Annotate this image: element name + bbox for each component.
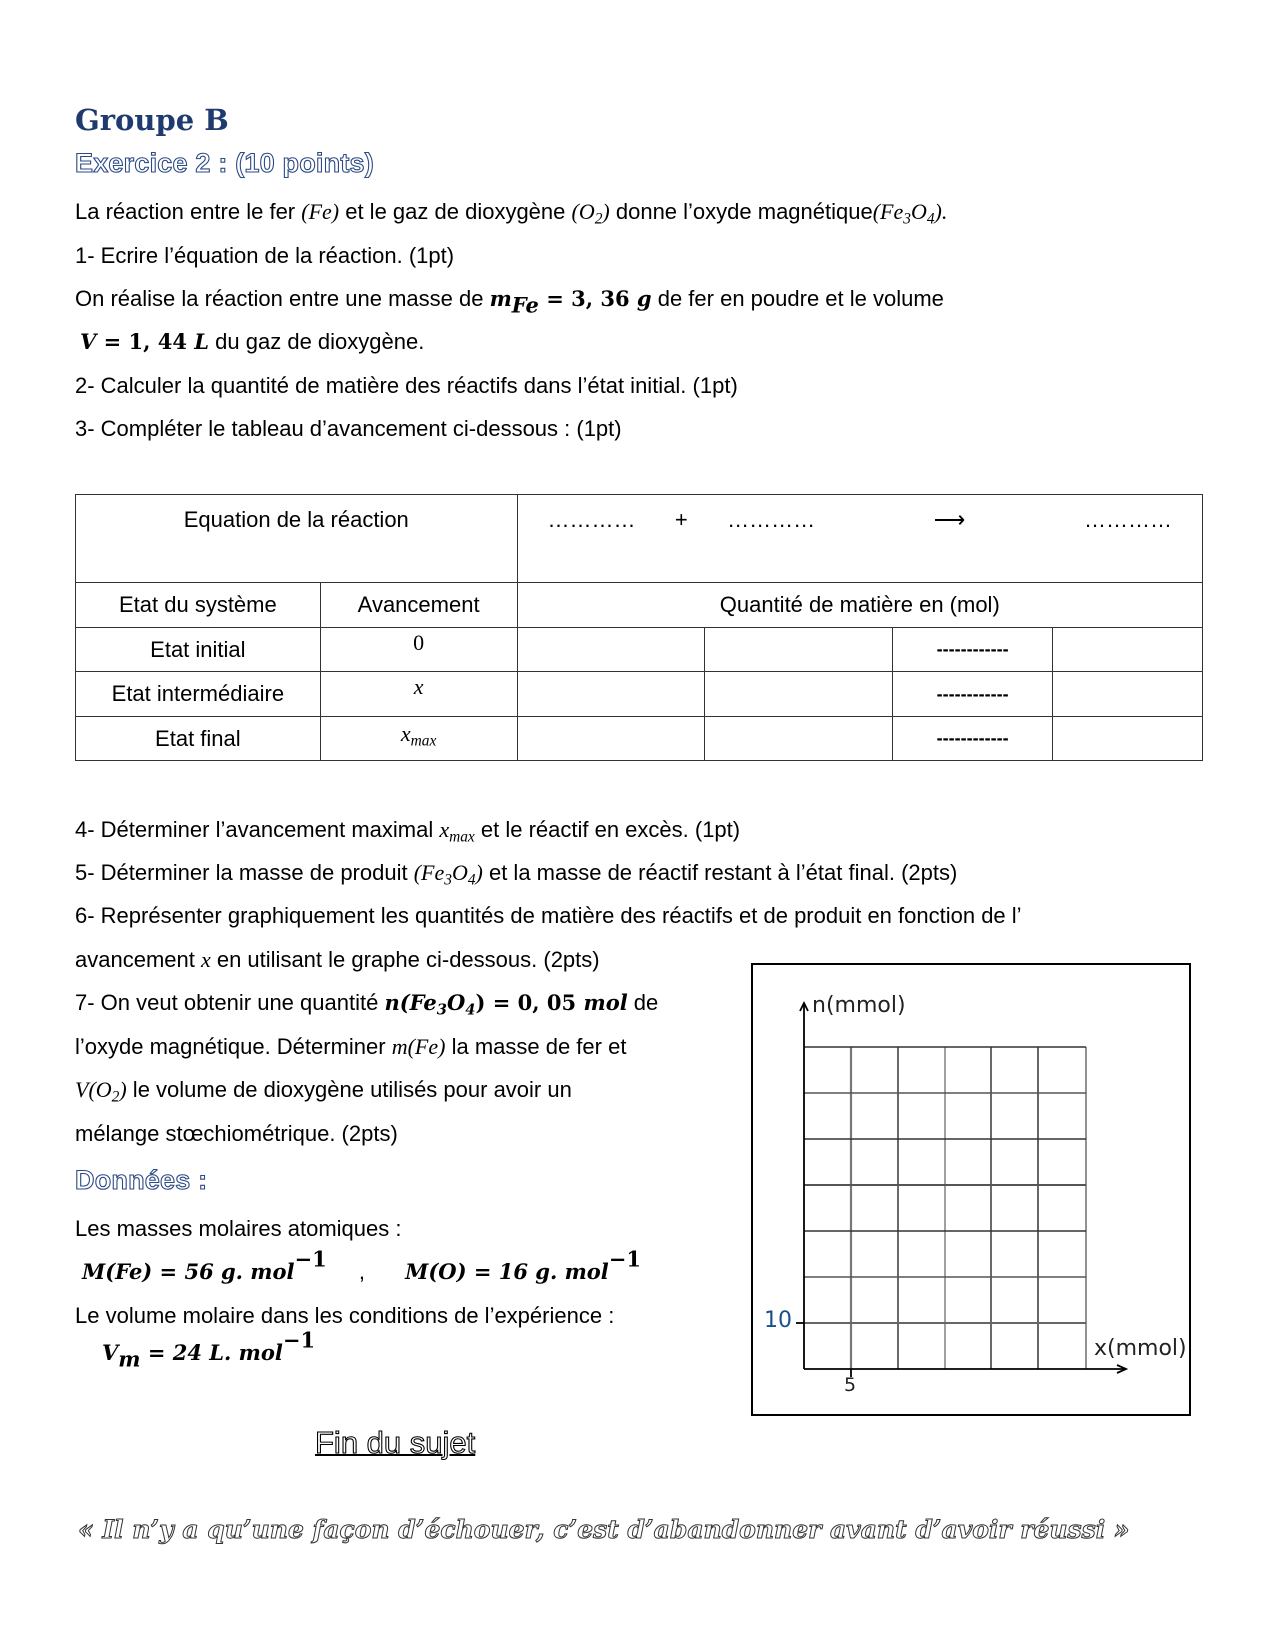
fe3o4-formula: $(Fe_3O_4)$. [872,199,948,228]
table-row [76,717,1203,761]
blank-cell[interactable] [1053,717,1203,761]
question-2: 2- Calculer la quantité de matière des réactifs dans l’état initial. (1pt) [75,373,738,398]
blank-cell[interactable] [517,672,705,717]
advancement-cell: x [320,672,517,717]
advancement-cell: $x_{max}$ [320,717,517,761]
header-state: Etat du système [76,583,321,628]
reactant-2-blank[interactable]: ………… [727,507,816,532]
given-mass: On réalise la réaction entre une masse de $m_{Fe} = 3$, 36 g de fer en poudre et le volume [75,286,944,318]
exercise-title: Exercice 2 : (10 points) [75,148,374,178]
equation-cell[interactable] [517,495,1202,583]
state-cell: Etat initial [76,628,321,672]
advancement-table [75,494,1203,761]
blank-cell[interactable] [1053,628,1203,672]
molar-volume-label: Le volume molaire dans les conditions de l’expérience : [75,1303,615,1328]
group-heading: Groupe B [75,103,229,137]
question-7-cont2: $V(O_2)$ le volume de dioxygène utilisés pour avoir un [75,1077,572,1106]
plus-sign: + [674,507,688,532]
state-cell: Etat final [76,717,321,761]
question-6: 6- Représenter graphiquement les quantités de matière des réactifs et de produit en fonction de l’ [75,903,1022,928]
fe-formula: (Fe) [301,199,340,224]
question-7: 7- On veut obtenir une quantité $n(Fe_3O_4) = 0$, 05 mol de [75,990,659,1019]
x-axis-label: x(mmol) [1094,1336,1187,1361]
blank-cell[interactable] [1053,672,1203,717]
dash-cell: ------------ [893,628,1053,672]
blank-cell[interactable] [517,628,705,672]
product-blank[interactable]: ………… [1084,507,1172,532]
question-6-cont: avancement x en utilisant le graphe ci-dessous. (2pts) [75,947,600,972]
o2-formula: $(O_2)$ [571,199,610,228]
arrow-icon: ⟶ [933,507,966,532]
dash-cell: ------------ [893,717,1053,761]
y-axis-label: n(mmol) [812,993,906,1018]
molar-volume-value: $V_m = 24$ L. mol$^{-1}$ [102,1327,316,1372]
header-quantity: Quantité de matière en (mol) [517,583,1202,628]
question-4: 4- Déterminer l’avancement maximal $x_{max}$ et le réactif en excès. (1pt) [75,817,741,846]
intro-text: La réaction entre le fer (Fe) et le gaz de dioxygène $(O_2)$ donne l’oxyde $magnétique(Fe_3O_4)$. [75,199,948,228]
advancement-cell: 0 [320,628,517,672]
dash-cell: ------------ [893,672,1053,717]
question-7-cont1: l’oxyde magnétique. Déterminer m(Fe) la masse de fer et [75,1034,627,1059]
equation-label: Equation de la réaction [76,495,518,583]
reactant-1-blank[interactable]: ………… [547,507,636,532]
table-row [76,672,1203,717]
end-of-exam: Fin du sujet [315,1425,476,1460]
given-volume: V = 1, 44 L du gaz de dioxygène. [80,329,425,354]
blank-cell[interactable] [517,717,705,761]
motivational-quote: « Il n’y a qu’une façon d’échouer, c’est d’abandonner avant d’avoir réussi » [78,1515,1130,1544]
header-advancement: Avancement [320,583,517,628]
table-row [76,628,1203,672]
data-title: Données : [75,1165,208,1195]
blank-cell[interactable] [705,628,893,672]
blank-cell[interactable] [705,717,893,761]
question-7-cont3: mélange stœchiométrique. (2pts) [75,1121,398,1146]
state-cell: Etat intermédiaire [76,672,321,717]
question-1: 1- Ecrire l’équation de la réaction. (1pt) [75,243,455,268]
y-tick-label: 10 [764,1308,792,1333]
question-3: 3- Compléter le tableau d’avancement ci-dessous : (1pt) [75,416,622,441]
question-5: 5- Déterminer la masse de produit $(Fe_3O_4)$ et la masse de réactif restant à l’état final. (2pts) [75,860,958,889]
molar-masses-label: Les masses molaires atomiques : [75,1216,402,1241]
x-tick-label: 5 [844,1374,857,1396]
blank-cell[interactable] [705,672,893,717]
molar-masses-values: M(Fe) = 56 g. mol$^{-1}$ , M(O) = 16 g. mol$^{-1}$ [82,1246,642,1284]
